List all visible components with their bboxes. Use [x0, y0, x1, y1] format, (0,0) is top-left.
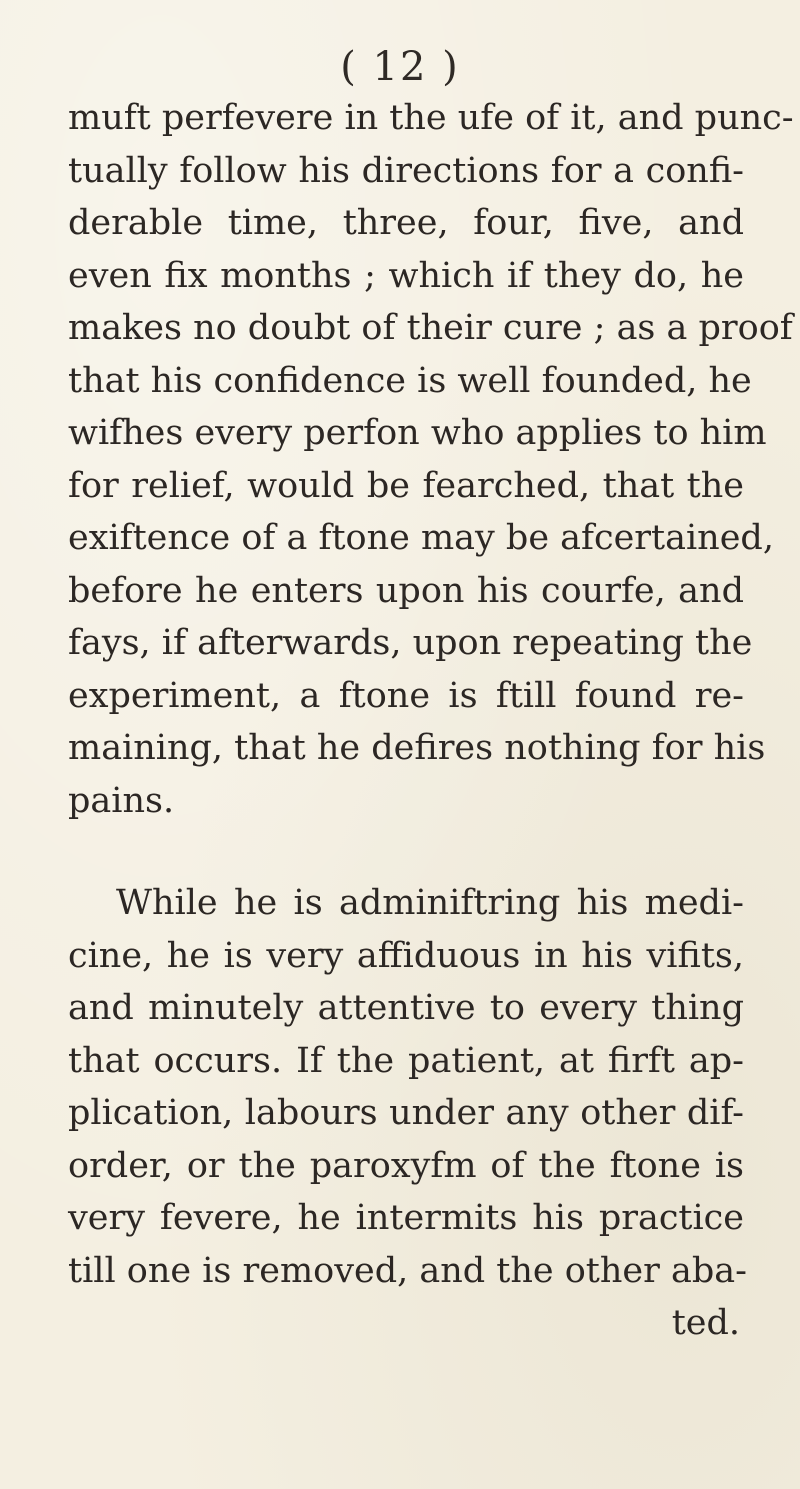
paragraph-gap — [68, 827, 744, 877]
text-line: for relief, would be fearched, that the — [68, 465, 744, 506]
text-line: derable time, three, four, five, and — [68, 203, 744, 243]
paragraph-1 — [68, 92, 794, 827]
text-line: tually follow his directions for a confi- — [68, 150, 744, 191]
text-line: ted. — [671, 1303, 740, 1343]
text-line: maining, that he defires nothing for his — [68, 728, 766, 768]
text-line: that his confidence is well founded, he — [68, 360, 752, 401]
text-line: before he enters upon his courfe, and — [68, 570, 744, 611]
text-line: fays, if afterwards, upon repeating the — [68, 623, 753, 663]
text-line: and minutely attentive to every thing — [68, 988, 744, 1028]
text-line: order, or the paroxyfm of the ftone is — [68, 1145, 744, 1186]
text-line: pains. — [68, 780, 175, 821]
text-line: While he is adminiftring his medi- — [116, 883, 744, 923]
text-line: that occurs. If the patient, at firft ap- — [68, 1040, 744, 1081]
text-line: even fix months ; which if they do, he — [68, 255, 744, 296]
text-line: exiftence of a ftone may be afcertained, — [68, 518, 774, 558]
text-line: very fevere, he intermits his practice — [68, 1198, 744, 1238]
text-line: makes no doubt of their cure ; as a proof — [68, 308, 793, 348]
text-line: experiment, a ftone is ftill found re- — [68, 675, 744, 716]
paragraph-2 — [68, 877, 747, 1350]
text-line: muft perfevere in the ufe of it, and punc- — [68, 98, 794, 138]
text-line: till one is removed, and the other aba- — [68, 1250, 747, 1291]
body-text — [68, 92, 794, 1350]
text-line: plication, labours under any other dif- — [68, 1093, 744, 1133]
text-line: wifhes every perfon who applies to him — [68, 413, 767, 453]
text-line: cine, he is very affiduous in his vifits, — [68, 935, 744, 976]
page-number: ( 12 ) — [340, 44, 460, 90]
